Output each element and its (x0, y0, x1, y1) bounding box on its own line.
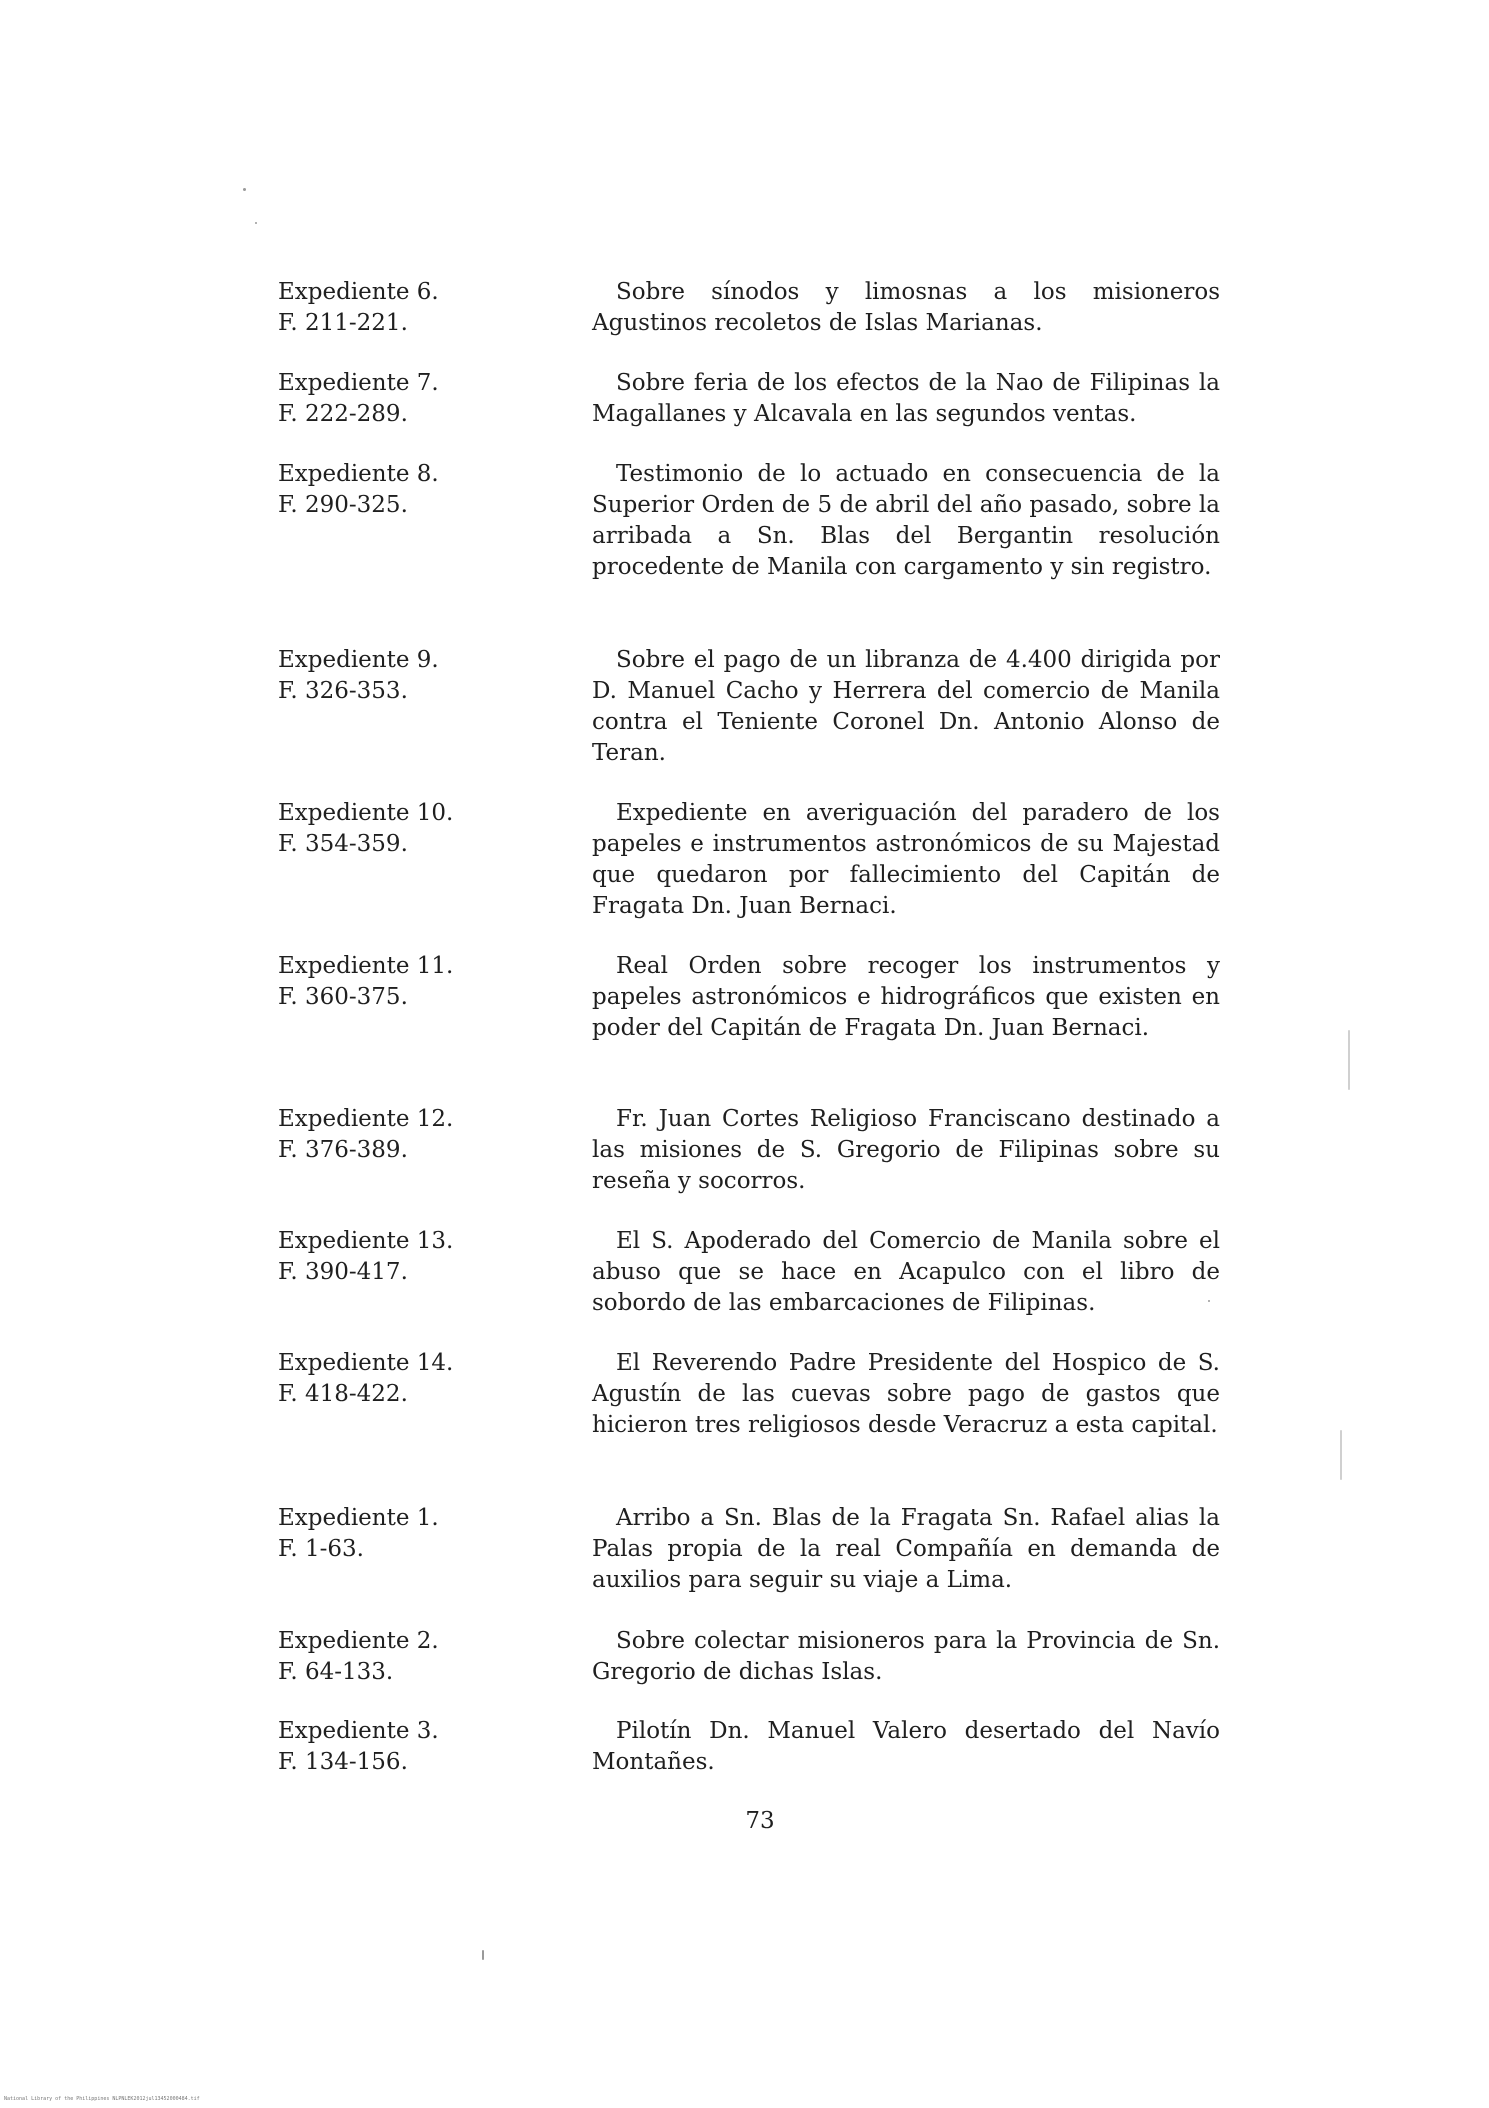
expediente-reference (278, 951, 478, 1013)
expediente-reference (278, 459, 478, 521)
expediente-number: Expediente 14. (278, 1350, 454, 1376)
expediente-description: Pilotín Dn. Manuel Valero desertado del Navío Montañes. (592, 1718, 1220, 1775)
expediente-reference (278, 277, 478, 339)
expediente-number: Expediente 1. (278, 1505, 439, 1531)
expediente-description: Sobre feria de los efectos de la Nao de Filipinas la Magallanes y Alcavala en las segundos ventas. (592, 370, 1220, 427)
folio-range: F. 418-422. (278, 1381, 408, 1407)
folio-range: F. 326-353. (278, 678, 408, 704)
scan-speck (1340, 1430, 1342, 1480)
expediente-description: Arribo a Sn. Blas de la Fragata Sn. Rafael alias la Palas propia de la real Compañía en demanda de auxilios para seguir su viaje a Lima. (592, 1505, 1220, 1593)
expediente-number: Expediente 7. (278, 370, 439, 396)
scan-speck (1208, 1300, 1210, 1302)
expediente-description: Fr. Juan Cortes Religioso Franciscano destinado a las misiones de S. Gregorio de Filipinas sobre su reseña y socorros. (592, 1106, 1220, 1194)
expediente-description: Sobre sínodos y limosnas a los misioneros Agustinos recoletos de Islas Marianas. (592, 279, 1220, 336)
expediente-reference (278, 1503, 478, 1565)
scan-speck (255, 222, 257, 224)
scan-speck (243, 188, 246, 191)
scan-speck (1348, 1030, 1350, 1090)
expediente-number: Expediente 2. (278, 1628, 439, 1654)
expediente-reference (278, 1226, 478, 1288)
expediente-description: Sobre colectar misioneros para la Provincia de Sn. Gregorio de dichas Islas. (592, 1628, 1220, 1685)
folio-range: F. 390-417. (278, 1259, 408, 1285)
expediente-number: Expediente 3. (278, 1718, 439, 1744)
expediente-number: Expediente 6. (278, 279, 439, 305)
folio-range: F. 360-375. (278, 984, 408, 1010)
expediente-reference (278, 645, 478, 707)
folio-range: F. 290-325. (278, 492, 408, 518)
expediente-reference (278, 368, 478, 430)
scan-speck (482, 1950, 484, 1960)
expediente-description: Sobre el pago de un libranza de 4.400 dirigida por D. Manuel Cacho y Herrera del comercio de Manila contra el Teniente Coronel Dn. Antonio Alonso de Teran. (592, 647, 1220, 766)
expediente-description: El Reverendo Padre Presidente del Hospico de S. Agustín de las cuevas sobre pago de gastos que hicieron tres religiosos desde Veracruz a esta capital. (592, 1350, 1220, 1438)
folio-range: F. 1-63. (278, 1536, 364, 1562)
expediente-number: Expediente 12. (278, 1106, 454, 1132)
expediente-description: El S. Apoderado del Comercio de Manila sobre el abuso que se hace en Acapulco con el libro de sobordo de las embarcaciones de Filipinas. (592, 1228, 1220, 1316)
folio-range: F. 211-221. (278, 310, 408, 336)
expediente-number: Expediente 8. (278, 461, 439, 487)
expediente-number: Expediente 11. (278, 953, 454, 979)
folio-range: F. 354-359. (278, 831, 408, 857)
folio-range: F. 64-133. (278, 1659, 394, 1685)
expediente-description: Expediente en averiguación del paradero de los papeles e instrumentos astronómicos de su Majestad que quedaron por fallecimiento del Capitán de Fragata Dn. Juan Bernaci. (592, 800, 1220, 919)
expediente-description: Real Orden sobre recoger los instrumentos y papeles astronómicos e hidrográficos que existen en poder del Capitán de Fragata Dn. Juan Bernaci. (592, 953, 1220, 1041)
folio-range: F. 222-289. (278, 401, 408, 427)
expediente-reference (278, 1348, 478, 1410)
scan-footer: National Library of the Philippines NLPNLEK2012jul13452000484.tif (4, 2096, 200, 2102)
folio-range: F. 134-156. (278, 1749, 408, 1775)
expediente-reference (278, 798, 478, 860)
page-number: 73 (745, 1808, 775, 1834)
expediente-number: Expediente 10. (278, 800, 454, 826)
folio-range: F. 376-389. (278, 1137, 408, 1163)
expediente-reference (278, 1626, 478, 1688)
expediente-reference (278, 1716, 478, 1778)
expediente-number: Expediente 9. (278, 647, 439, 673)
expediente-number: Expediente 13. (278, 1228, 454, 1254)
expediente-reference (278, 1104, 478, 1166)
expediente-description: Testimonio de lo actuado en consecuencia de la Superior Orden de 5 de abril del año pasado, sobre la arribada a Sn. Blas del Bergantin resolución procedente de Manila con cargamento y sin registro. (592, 461, 1220, 580)
